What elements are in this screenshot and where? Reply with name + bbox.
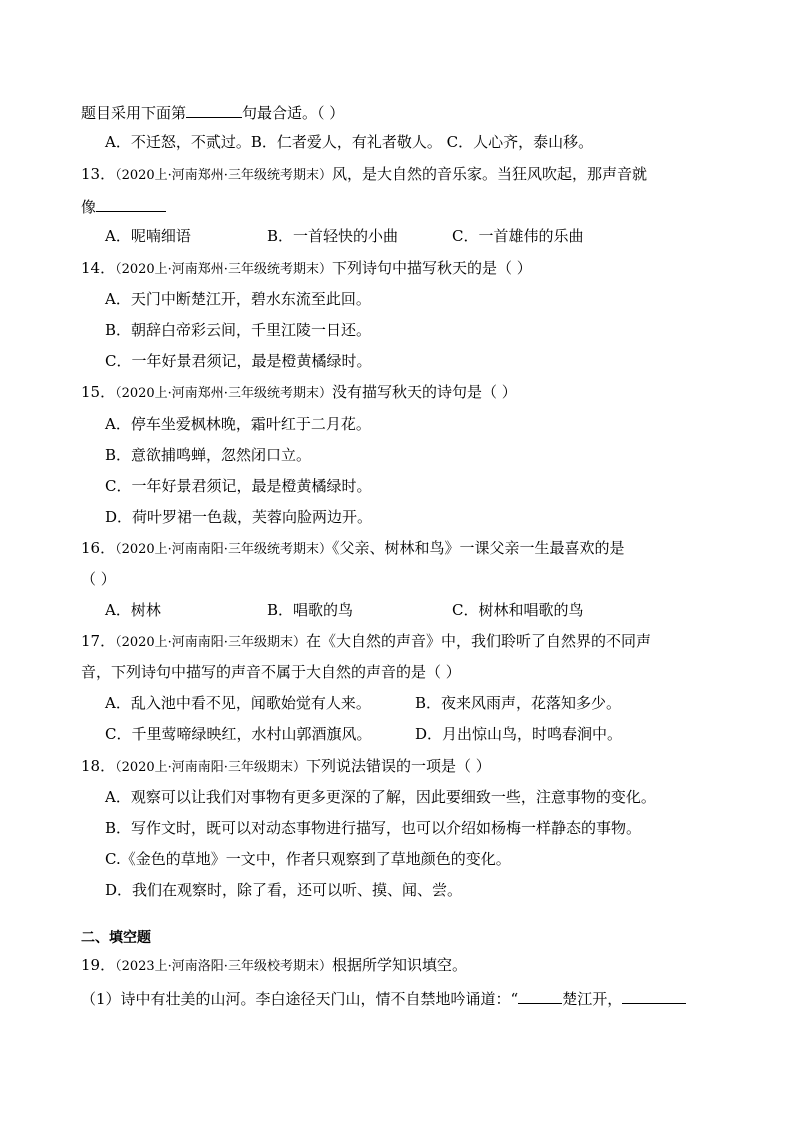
q19-sub1	[81, 987, 686, 1009]
question-source: （2020上·河南南阳·三年级期末）	[115, 760, 306, 775]
q15-option-a: A．停车坐爱枫林晚，霜叶红于二月花。	[105, 415, 371, 433]
question-number: 17．	[81, 632, 116, 650]
q13-option-c: C．一首雄伟的乐曲	[452, 227, 584, 245]
q13-option-a: A．呢喃细语	[105, 227, 191, 245]
question-text: 在《大自然的声音》中，我们聆听了自然界的不同声	[305, 632, 651, 650]
question-source: （2020上·河南郑州·三年级统考期末）	[115, 262, 332, 277]
question-number: 14．	[81, 259, 116, 277]
q15-option-d: D．荷叶罗裙一色裁，芙蓉向脸两边开。	[105, 508, 373, 526]
q18-stem	[81, 756, 491, 778]
q14-option-b: B．朝辞白帝彩云间，千里江陵一日还。	[105, 321, 372, 339]
q18-option-c: C.《金色的草地》一文中，作者只观察到了草地颜色的变化。	[105, 850, 511, 868]
q12-options: A．不迁怒，不贰过。B．仁者爱人，有礼者敬人。 C．人心齐，泰山移。	[105, 133, 594, 151]
question-text-cont: 像	[81, 198, 97, 216]
q17-option-d: D．月出惊山鸟，时鸣春涧中。	[415, 725, 623, 743]
q14-option-c: C．一年好景君须记，最是橙黄橘绿时。	[105, 352, 372, 370]
q16-option-a: A．树林	[105, 601, 161, 619]
question-text: 没有描写秋天的诗句是（ ）	[331, 383, 517, 401]
question-text: 下列诗句中描写秋天的是（ ）	[331, 259, 532, 277]
q15-option-c: C．一年好景君须记，最是橙黄橘绿时。	[105, 477, 372, 495]
question-source: （2020上·河南郑州·三年级统考期末）	[115, 168, 332, 183]
question-source: （2023上·河南洛阳·三年级校考期末）	[115, 959, 332, 974]
question-number: 13．	[81, 165, 116, 183]
q13-option-b: B．一首轻快的小曲	[267, 227, 399, 245]
q16-option-b: B．唱歌的鸟	[267, 601, 354, 619]
q15-option-b: B．意欲捕鸣蝉，忽然闭口立。	[105, 446, 312, 464]
q12-text-before: 题目采用下面第	[81, 104, 187, 122]
q19-sub1-text: （1）诗中有壮美的山河。李白途径天门山，情不自禁地吟诵道：“	[81, 990, 519, 1008]
section-title: 二、填空题	[81, 930, 151, 946]
question-text: 根据所学知识填空。	[331, 956, 467, 974]
q12-text-after: 句最合适。（ ）	[242, 104, 345, 122]
q14-stem	[81, 258, 532, 280]
question-source: （2020上·河南南阳·三年级统考期末）	[115, 542, 332, 557]
question-number: 19．	[81, 956, 116, 974]
q12-answer-blank[interactable]	[186, 101, 242, 118]
q16-stem-cont: （ ）	[81, 570, 116, 588]
q17-option-c: C．千里莺啼绿映红，水村山郭酒旗风。	[105, 725, 372, 743]
question-number: 15．	[81, 383, 116, 401]
q19-stem	[81, 955, 467, 977]
q17-stem	[81, 631, 651, 653]
q19-blank-1[interactable]	[518, 987, 562, 1004]
question-text: 《父亲、树林和鸟》一课父亲一生最喜欢的是	[331, 539, 625, 557]
q13-answer-blank[interactable]	[96, 195, 166, 212]
q12-stem	[81, 101, 344, 123]
q17-option-a: A．乱入池中看不见，闻歌始觉有人来。	[105, 694, 371, 712]
q18-option-b: B．写作文时，既可以对动态事物进行描写，也可以介绍如杨梅一样静态的事物。	[105, 819, 642, 837]
q17-option-b: B．夜来风雨声，花落知多少。	[415, 694, 622, 712]
question-text: 风，是大自然的音乐家。当狂风吹起，那声音就	[331, 165, 647, 183]
q18-option-a: A．观察可以让我们对事物有更多更深的了解，因此要细致一些，注意事物的变化。	[105, 788, 656, 806]
question-text: 下列说法错误的一项是（ ）	[305, 757, 491, 775]
question-number: 18．	[81, 757, 116, 775]
q16-stem	[81, 538, 624, 560]
question-source: （2020上·河南郑州·三年级统考期末）	[115, 386, 332, 401]
q18-option-d: D．我们在观察时，除了看，还可以听、摸、闻、尝。	[105, 881, 463, 899]
q19-sub1-mid: 楚江开，	[562, 990, 623, 1008]
q15-stem	[81, 382, 517, 404]
q13-stem-cont	[81, 195, 166, 217]
q13-stem	[81, 164, 647, 186]
q16-option-c: C．树林和唱歌的鸟	[452, 601, 584, 619]
q14-option-a: A．天门中断楚江开，碧水东流至此回。	[105, 290, 371, 308]
q19-blank-2[interactable]	[622, 987, 686, 1004]
question-source: （2020上·河南南阳·三年级期末）	[115, 635, 306, 650]
question-number: 16．	[81, 539, 116, 557]
q17-stem-cont: 音，下列诗句中描写的声音不属于大自然的声音的是（ ）	[81, 663, 461, 681]
